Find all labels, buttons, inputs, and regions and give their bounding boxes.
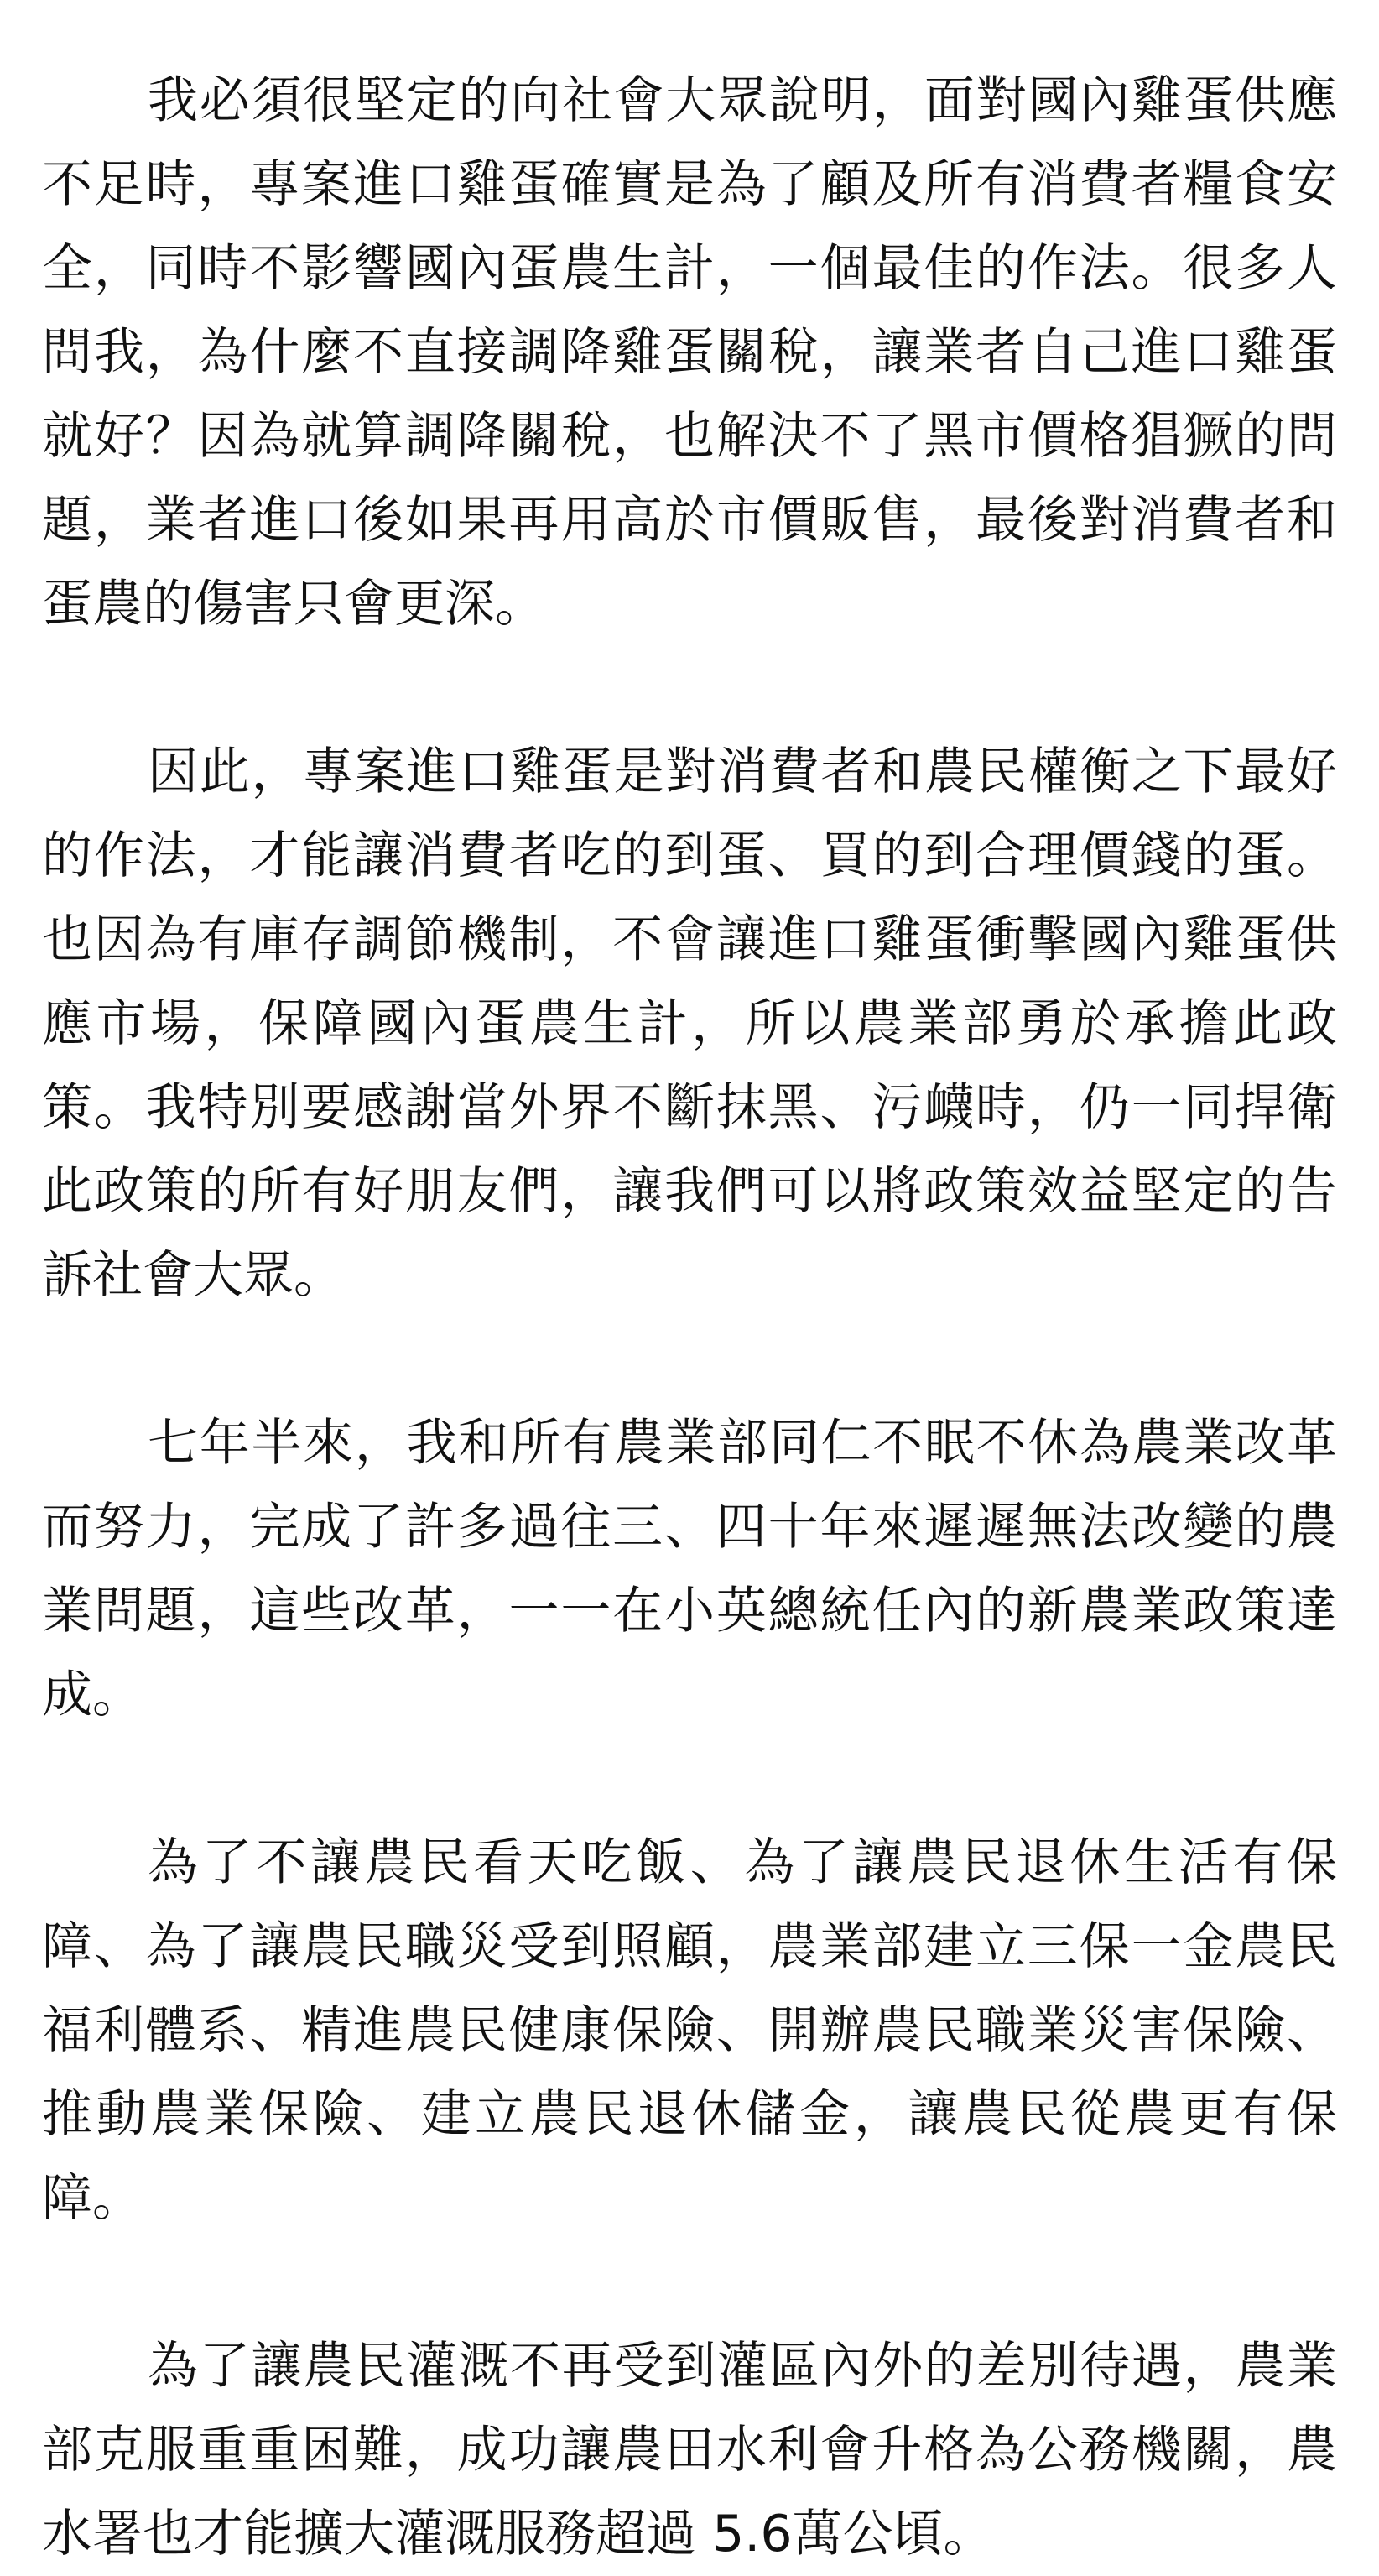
paragraph: 為了讓農民灌溉不再受到灌區內外的差別待遇，農業部克服重重困難，成功讓農田水利會升格為公務機關，農水署也才能擴大灌溉服務超過 5.6萬公頃。 xyxy=(42,2337,1337,2563)
paragraph: 為了不讓農民看天吃飯、為了讓農民退休生活有保障、為了讓農民職災受到照顧，農業部建立三保一金農民福利體系、精進農民健康保險、開辦農民職業災害保險、推動農業保險、建立農民退休儲金，讓農民從農更有保障。 xyxy=(42,1833,1337,2228)
paragraph: 七年半來，我和所有農業部同仁不眠不休為農業改革而努力，完成了許多過往三、四十年來遲遲無法改變的農業問題，這些改革，一一在小英總統任內的新農業政策達成。 xyxy=(42,1414,1337,1724)
document-body xyxy=(42,59,1337,2576)
paragraph: 我必須很堅定的向社會大眾說明，面對國內雞蛋供應不足時，專案進口雞蛋確實是為了顧及所有消費者糧食安全，同時不影響國內蛋農生計，一個最佳的作法。很多人問我，為什麼不直接調降雞蛋關稅，讓業者自己進口雞蛋就好？因為就算調降關稅，也解決不了黑市價格猖獗的問題，業者進口後如果再用高於市價販售，最後對消費者和蛋農的傷害只會更深。 xyxy=(42,71,1337,634)
paragraph: 因此，專案進口雞蛋是對消費者和農民權衡之下最好的作法，才能讓消費者吃的到蛋、買的到合理價錢的蛋。也因為有庫存調節機制，不會讓進口雞蛋衝擊國內雞蛋供應市場，保障國內蛋農生計，所以農業部勇於承擔此政策。我特別要感謝當外界不斷抹黑、污衊時，仍一同捍衛此政策的所有好朋友們，讓我們可以將政策效益堅定的告訴社會大眾。 xyxy=(42,743,1337,1305)
